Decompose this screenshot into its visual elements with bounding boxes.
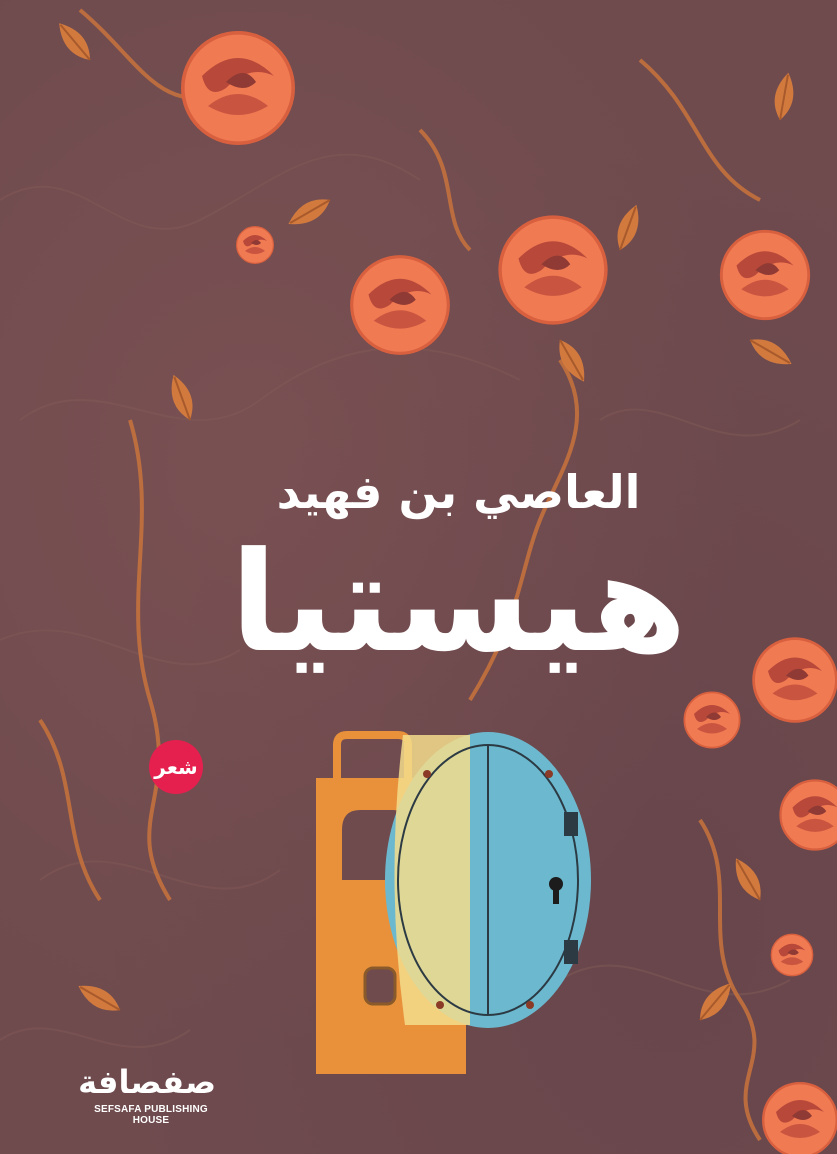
book-title: هيستيا [230, 522, 687, 683]
publisher-name: SEFSAFA PUBLISHING HOUSE [94, 1104, 208, 1126]
publisher-logo: صفصافة [78, 1063, 216, 1101]
genre-badge: شعر [149, 740, 203, 794]
publisher-block [78, 1062, 216, 1126]
author-name: العاصي بن فهيد [276, 465, 641, 519]
